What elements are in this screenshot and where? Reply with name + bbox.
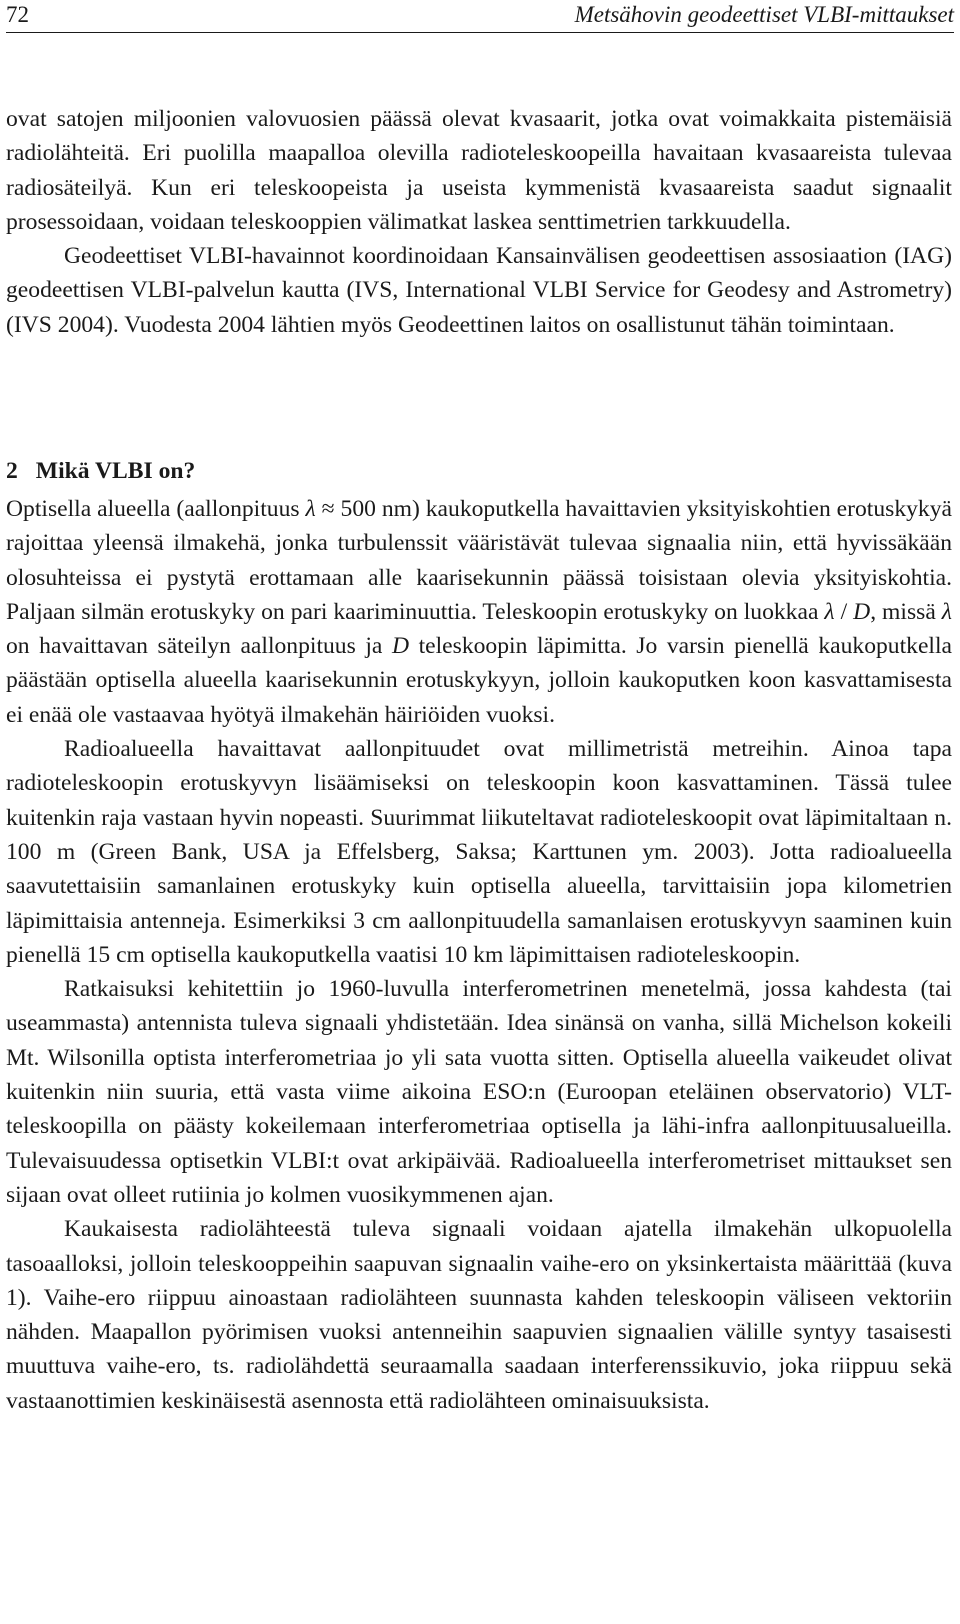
approx-symbol: ≈ xyxy=(321,496,335,522)
intro-text xyxy=(6,102,952,342)
page-header xyxy=(6,0,954,33)
section-paragraph-2: Radioalueella havaittavat aallonpituudet ovat millimetristä metreihin. Ainoa tapa radioteleskoopin erotuskyvyn lisäämiseksi on teleskoopin koon kasvattaminen. Tässä tulee kuitenkin raja vastaan hyvin nopeasti. Suurimmat liikuteltavat radioteleskoopit ovat läpimitaltaan n. 100 m (Green Bank, USA ja Effelsberg, Saksa; Karttunen ym. 2003). Jotta radioalueella saavutettaisiin samanlainen erotuskyky kuin optisella alueella, tarvittaisiin jopa kilometrien läpimittaisia antenneja. Esimerkiksi 3 cm aallonpituudella samanlaisen erotuskyvyn saaminen kuin pienellä 15 cm optisella kaukoputkella vaatisi 10 km läpimittaisen radioteleskoopin. xyxy=(6,736,952,968)
intro-paragraph-2: Geodeettiset VLBI-havainnot koordinoidaan Kansainvälisen geodeettisen assosiaation (IAG) geodeettisen VLBI-palvelun kautta (IVS, International VLBI Service for Geodesy and Astrometry) (IVS 2004). Vuodesta 2004 lähtien myös Geodeettinen laitos on osallistunut tähän toimintaan. xyxy=(6,243,952,338)
diameter-symbol: D xyxy=(853,598,871,625)
running-title: Metsähovin geodeettiset VLBI-mittaukset xyxy=(574,2,954,27)
section-title: Mikä VLBI on? xyxy=(35,458,196,484)
slash-symbol: / xyxy=(834,598,854,625)
text-run: teleskoopin läpimitta. Jo varsin pienellä kaukoputkella päästään optisella alueella kaarisekunnin erotuskykyyn, jolloin kaukoputken koon kasvattamisesta ei enää ole vastaavaa hyötyä ilmakehän häiriöiden vuoksi. xyxy=(6,633,952,728)
lambda-symbol: λ xyxy=(305,496,316,522)
page-number: 72 xyxy=(6,2,29,27)
section-number: 2 xyxy=(6,458,18,484)
section-text xyxy=(6,492,952,1418)
lambda-symbol: λ xyxy=(824,598,835,625)
intro-paragraph-1: ovat satojen miljoonien valovuosien päässä olevat kvasaarit, jotka ovat voimakkaita pistemäisiä radiolähteitä. Eri puolilla maapalloa olevilla radioteleskoopeilla havaitaan kvasaareista tulevaa radiosäteilyä. Kun eri teleskoopeista ja useista kymmenistä kvasaareista saadut signaalit prosessoidaan, voidaan teleskooppien välimatkat laskea senttimetrien tarkkuudella. xyxy=(6,106,952,235)
text-run: Optisella alueella (aallonpituus xyxy=(6,496,306,522)
section-paragraph-4: Kaukaisesta radiolähteestä tuleva signaali voidaan ajatella ilmakehän ulkopuolella tasoaalloksi, jolloin teleskooppeihin saapuvan signaalin vaihe-ero on yksinkertaista määrittää (kuva 1). Vaihe-ero riippuu ainoastaan radiolähteen suunnasta kahden teleskoopin väliseen vektoriin nähden. Maapallon pyörimisen vuoksi antenneihin saapuvien signaalien välille syntyy tasaisesti muuttuva vaihe-ero, ts. radiolähdettä seuraamalla saadaan interferenssikuvio, joka riippuu sekä vastaanottimien keskinäisestä asennosta että radiolähteen ominaisuuksista. xyxy=(6,1216,952,1414)
text-run: 500 nm) kaukoputkella havaittavien yksityiskohtien erotuskykyä rajoittaa yleensä ilmakehä, jonka turbulenssit vääristävät tulevaa signaalia niin, että hyvissäkään olosuhteissa ei pystytä erottamaan alle kaarisekunnin päässä toisistaan olevia yksityiskohtia. Paljaan silmän erotuskyky on pari kaariminuuttia. Teleskoopin erotuskyky on luokkaa xyxy=(6,496,952,625)
section-heading xyxy=(6,454,195,488)
section-paragraph-1 xyxy=(6,492,952,732)
diameter-symbol: D xyxy=(391,633,410,660)
lambda-symbol: λ xyxy=(941,598,952,625)
text-run: on havaittavan säteilyn aallonpituus ja xyxy=(6,633,392,660)
section-paragraph-3: Ratkaisuksi kehitettiin jo 1960-luvulla interferometrinen menetelmä, jossa kahdesta (tai useammasta) antennista tuleva signaali yhdistetään. Idea sinänsä on vanha, sillä Michelson kokeili Mt. Wilsonilla optista interferometriaa jo yli sata vuotta sitten. Optisella alueella vaikeudet olivat kuitenkin niin suuria, että vasta viime aikoina ESO:n (Euroopan eteläinen observatorio) VLT-teleskoopilla on päästy kokeilemaan interferometriaa optisella ja lähi-infra aallonpituusalueilla. Tulevaisuudessa optisetkin VLBI:t ovat arkipäivää. Radioalueella interferometriset mittaukset sen sijaan ovat olleet rutiinia jo kolmen vuosikymmenen ajan. xyxy=(6,976,952,1208)
text-run: , missä xyxy=(870,598,942,625)
